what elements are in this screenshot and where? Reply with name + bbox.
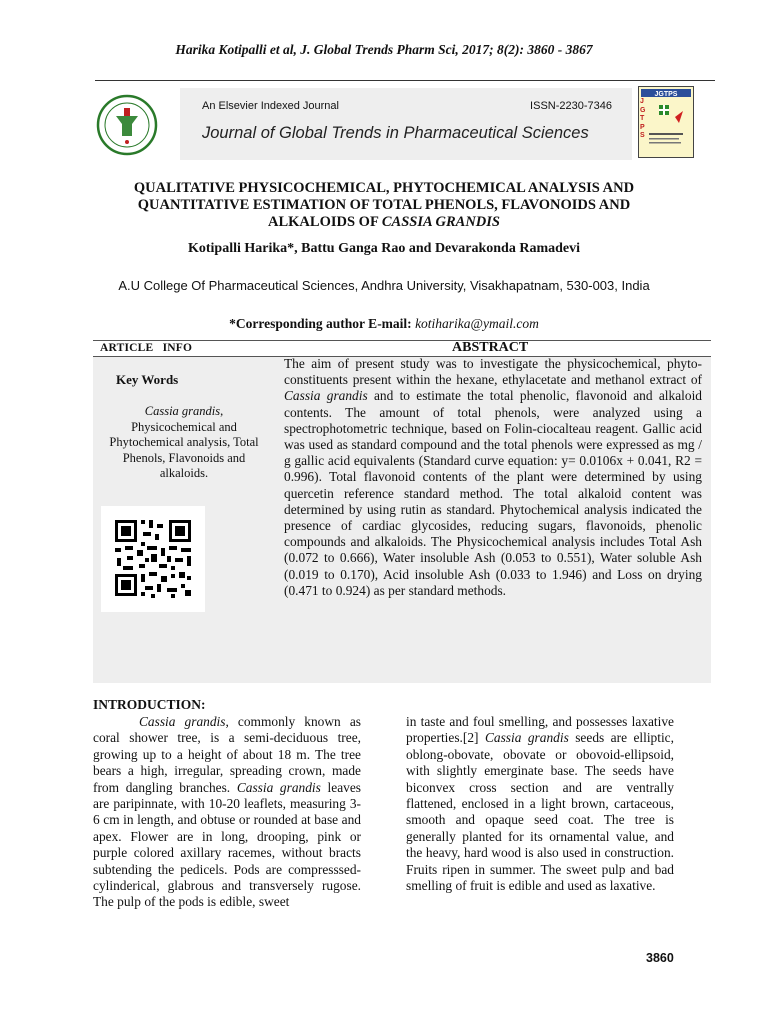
- info-header-rule-top: [93, 340, 711, 341]
- qr-code[interactable]: [101, 506, 205, 612]
- abstract-text: [284, 356, 702, 599]
- affiliation: A.U College Of Pharmaceutical Sciences, Andhra University, Visakhapatnam, 530-003, India: [118, 278, 650, 293]
- citation-header: Harika Kotipalli et al, J. Global Trends Pharm Sci, 2017; 8(2): 3860 - 3867: [175, 42, 593, 57]
- intro-left-column: [93, 714, 361, 911]
- abstract-heading: ABSTRACT: [452, 340, 529, 355]
- authors: Kotipalli Harika*, Battu Ganga Rao and Devarakonda Ramadevi: [187, 241, 581, 256]
- abstract-part-2: and to estimate the total phenolic, flavonoid and alkaloid contents. The amount of total phenols, were analyzed using a spectrophotometric technique, based on Folin-ciocalteau reagent. Gallic acid was used as standard compound and the total phenols were expressed as mg / g gallic acid equivalents (Standard curve equation: y= 0.0106x + 0.041, R2 = 0.996). Total flavonoid contents of the plant were determined by using quercetin reference standard method. The total alkaloid content was determined by using rutin as standard. Phytochemical analysis indicated the presence of cardiac glycosides, reducing sugars, flavonoids, phenolic compounds and alkaloids. The Physicochemical analysis includes Total Ash (0.072 to 0.666), Water insoluble Ash (0.053 to 0.551), Water soluble Ash (0.019 to 0.170), Acid insoluble Ash (0.033 to 1.946) and Loss on drying (0.471 to 0.924) as per standard methods.: [284, 388, 702, 598]
- corresponding-label: *Corresponding author E-mail:: [229, 316, 412, 331]
- intro-species-2: Cassia grandis: [236, 779, 321, 795]
- elsevier-indexed: An Elsevier Indexed Journal: [202, 100, 339, 112]
- jgtps-logo-letters: J G T P S: [640, 98, 646, 139]
- title-main: QUALITATIVE PHYSICOCHEMICAL, PHYTOCHEMICAL ANALYSIS AND QUANTITATIVE ESTIMATION OF TOTAL PHENOLS, FLAVONOIDS AND ALKALOIDS OF: [133, 180, 635, 230]
- keyword-species: Cassia grandis: [144, 404, 221, 418]
- intro-right-text-2: seeds are elliptic, oblong-obovate, obovate or obovoid-ellipsoid, with slightly emerginate base. The seeds have biconvex cross section and are ventrally flattened, enclosed in a light brown, cartaceous, smooth and opaque seed coat. The tree is generally planted for its ornamental value, and the heavy, hard wood is also used in construction. Fruits ripen in summer. The sweet pulp and bad smelling of fruit is edible and used as laxative.: [406, 730, 674, 894]
- abstract-species: Cassia grandis: [284, 388, 368, 404]
- intro-left-text-1: , commonly known as coral shower tree, is a semi-deciduous tree, growing up to a height of about 18 m. The tree bears a high, irregular, spreading crown, made from dangling branches.: [93, 714, 361, 795]
- jgtps-logo-text: JGTPS: [654, 91, 678, 98]
- intro-right-text-1: in taste and foul smelling, and possesses laxative properties.[2]: [406, 714, 674, 746]
- article-info-heading: ARTICLE INFO: [100, 342, 193, 354]
- keywords-heading: Key Words: [116, 372, 179, 387]
- introduction-heading: INTRODUCTION:: [93, 697, 206, 712]
- header-divider: [95, 80, 715, 81]
- title-species: CASSIA GRANDIS: [381, 214, 500, 230]
- intro-species-1: Cassia grandis: [139, 714, 226, 729]
- keywords-rest: , Physicochemical and Phytochemical analysis, Total Phenols, Flavonoids and alkaloids.: [109, 404, 259, 481]
- jgtps-cover-logo: [638, 86, 694, 158]
- intro-species-3: Cassia grandis: [484, 730, 569, 746]
- paper-title: [100, 180, 668, 231]
- abstract-part-1: The aim of present study was to investigate the physicochemical, phyto-constituents present within the hexane, ethylacetate and methanol extract of: [284, 356, 702, 388]
- intro-right-column: [406, 714, 674, 894]
- intro-left-text-2: leaves are paripinnate, with 10-20 leaflets, measuring 3-6 cm in length, and obtuse or rounded at base and apex. Flower are in long, drooping, pink or purple colored axillary racemes, without bracts subtending the pedicels. Pods are compresssed-cylinderical, glabrous and transversely rugose. The pulp of the pods is edible, sweet: [93, 779, 361, 910]
- corresponding-author: [0, 316, 768, 332]
- page-number: 3860: [646, 951, 674, 965]
- journal-banner: [180, 88, 632, 160]
- issn: ISSN-2230-7346: [530, 100, 612, 112]
- journal-name: Journal of Global Trends in Pharmaceutical Sciences: [202, 124, 589, 142]
- corresponding-email[interactable]: kotiharika@ymail.com: [415, 316, 539, 331]
- keywords-list: [102, 404, 266, 482]
- journal-seal-logo: [96, 94, 158, 156]
